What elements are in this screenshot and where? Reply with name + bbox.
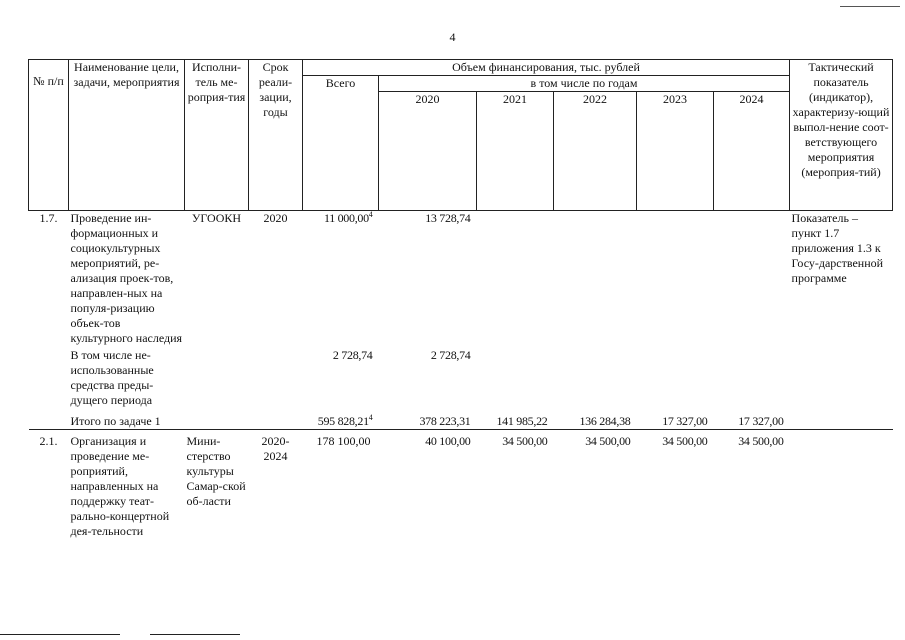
row-num [29,346,69,408]
row-name: Проведение ин-формационных и социокультурных мероприятий, ре-ализация проек-тов, направлен-ных на популя-ризацию объек-тов культурного наследия [70,211,183,345]
header-year-2022: 2022 [554,92,637,211]
row-name: В том числе не-использованные средства преды-дущего периода [70,348,154,407]
row-term: 2020-2024 [261,434,290,463]
header-term: Срок реали-зации, годы [249,60,303,211]
header-name: Наименование цели, задачи, мероприятия [69,60,185,211]
header-year-2024: 2024 [714,92,790,211]
row-2023 [637,346,714,408]
corner-rule [840,6,900,7]
row-2021: 141 985,22 [496,414,548,428]
row-total-value: 178 100,00 [316,434,371,448]
row-executor: УГООКН [191,211,242,225]
row-num: 1.7. [39,211,58,225]
row-term [249,346,303,408]
footer-rule [0,634,120,635]
row-executor: Мини-стерство культуры Самар-ской об-ласти [186,434,246,508]
row-2020: 40 100,00 [425,434,471,448]
row-num: 2.1. [39,434,58,448]
row-total [303,434,379,539]
row-total [303,346,379,408]
row-2020: 378 223,31 [419,414,471,428]
row-2021 [477,346,554,408]
header-total: Всего [303,76,379,211]
row-indicator [790,434,893,539]
row-indicator: Показатель – пункт 1.7 приложения 1.3 к Госу-дарственной программе [791,211,884,285]
funding-table [28,59,893,539]
row-total-value: 2 728,74 [332,348,373,362]
row-2023: 17 327,00 [662,414,708,428]
row-2024: 34 500,00 [738,434,784,448]
row-total [303,211,379,347]
row-2022: 136 284,38 [579,414,631,428]
row-indicator [790,408,893,430]
row-2024 [714,211,790,347]
row-total-value: 11 000,00 [323,211,369,225]
row-2022 [554,211,637,347]
header-executor: Исполни-тель ме-роприя-тия [185,60,249,211]
footnote-mark: 4 [368,210,373,219]
header-year-2020: 2020 [379,92,477,211]
header-funding: Объем финансирования, тыс. рублей [303,60,790,76]
table-row [29,211,893,347]
row-name: Организация и проведение ме-роприятий, направленных на поддержку теат-рально-концертной дея-тельности [70,434,170,538]
row-2022: 34 500,00 [585,434,631,448]
table-row [29,434,893,539]
header-year-2021: 2021 [477,92,554,211]
row-term [249,408,303,430]
row-2023 [637,211,714,347]
row-total-value: 595 828,21 [317,414,369,428]
row-2022 [554,346,637,408]
row-executor [185,346,249,408]
header-num: № п/п [29,60,69,211]
row-indicator [790,346,893,408]
row-term: 2020 [263,211,288,225]
row-2024: 17 327,00 [738,414,784,428]
row-2024 [714,346,790,408]
row-2021: 34 500,00 [502,434,548,448]
row-2023: 34 500,00 [662,434,708,448]
row-executor [185,408,249,430]
table-row [29,408,893,430]
table-row [29,346,893,408]
footnote-mark: 4 [368,413,373,422]
row-total [303,408,379,430]
footer-rule [150,634,240,635]
row-2021 [477,211,554,347]
page-number: 4 [449,30,456,44]
row-name: Итого по задаче 1 [70,414,161,428]
header-year-2023: 2023 [637,92,714,211]
header-indicator: Тактический показатель (индикатор), характеризу-ющий выпол-нение соот-ветствующего мероприятия (мероприя-тий) [790,60,893,211]
row-2020: 13 728,74 [425,211,471,225]
row-2020: 2 728,74 [430,348,471,362]
header-by-years: в том числе по годам [379,76,790,92]
row-num [29,408,69,430]
